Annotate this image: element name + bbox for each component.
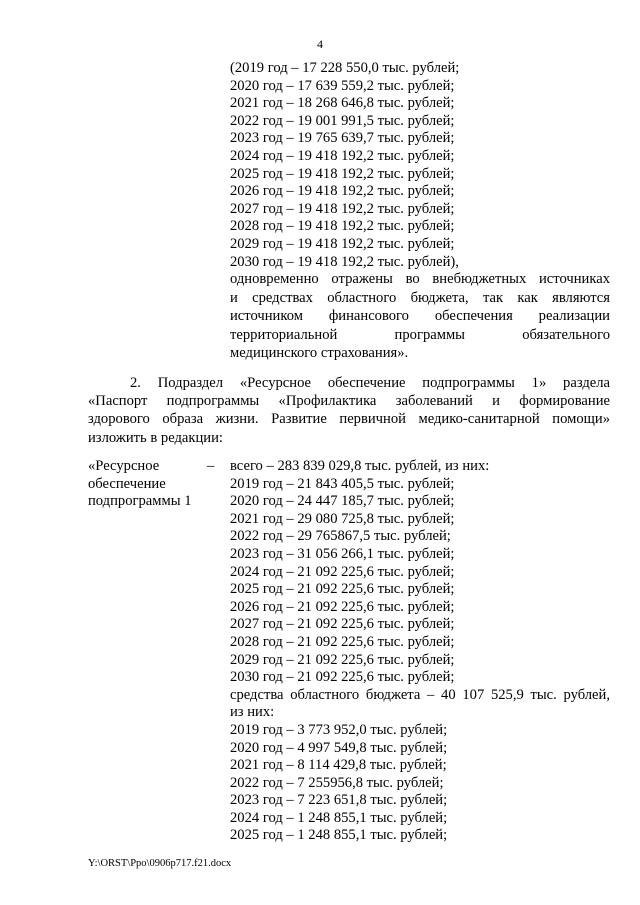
- list-item: 2026 год – 19 418 192,2 тыс. рублей;: [230, 183, 455, 200]
- note-line: медицинского страхования».: [230, 345, 409, 361]
- list-item: 2025 год – 1 248 855,1 тыс. рублей;: [230, 827, 448, 844]
- list-item: 2023 год – 19 765 639,7 тыс. рублей;: [230, 130, 455, 147]
- list-item: 2023 год – 7 223 651,8 тыс. рублей;: [230, 792, 448, 809]
- list-item: 2020 год – 4 997 549,8 тыс. рублей;: [230, 739, 448, 756]
- total-line: всего – 283 839 029,8 тыс. рублей, из них:: [230, 458, 490, 474]
- list-item: 2025 год – 19 418 192,2 тыс. рублей;: [230, 165, 455, 182]
- paragraph-line: 2. Подраздел «Ресурсное обеспечение подпрограммы 1» раздела: [130, 375, 610, 391]
- list-item: 2019 год – 21 843 405,5 тыс. рублей;: [230, 475, 455, 492]
- list-item: 2024 год – 21 092 225,6 тыс. рублей;: [230, 563, 455, 580]
- list-item: 2021 год – 18 268 646,8 тыс. рублей;: [230, 95, 455, 112]
- list-item: 2030 год – 21 092 225,6 тыс. рублей;: [230, 669, 455, 686]
- list-item: 2023 год – 31 056 266,1 тыс. рублей;: [230, 545, 455, 562]
- list-item: 2022 год – 29 765867,5 тыс. рублей;: [230, 528, 451, 545]
- list-item: 2020 год – 24 447 185,7 тыс. рублей;: [230, 493, 455, 510]
- page-number: 4: [317, 37, 323, 51]
- funding-note: [230, 270, 610, 363]
- list-item: 2026 год – 21 092 225,6 тыс. рублей;: [230, 598, 455, 615]
- paragraph-line: «Паспорт подпрограммы «Профилактика заболеваний и формирование: [88, 393, 610, 410]
- list-item: 2030 год – 19 418 192,2 тыс. рублей),: [230, 253, 459, 270]
- paragraph-line: изложить в редакции:: [88, 429, 223, 446]
- file-path-footer: Y:\ORST\Ppo\0906p717.f21.docx: [88, 858, 232, 869]
- label-dash: –: [207, 458, 215, 474]
- list-item: 2021 год – 8 114 429,8 тыс. рублей;: [230, 757, 447, 774]
- list-item: 2024 год – 1 248 855,1 тыс. рублей;: [230, 809, 448, 826]
- note-line: и средствах областного бюджета, так как являются: [230, 289, 610, 306]
- regional-budget-line: из них:: [230, 704, 275, 721]
- list-item: 2025 год – 21 092 225,6 тыс. рублей;: [230, 581, 455, 598]
- funding-list-1: [230, 60, 459, 271]
- note-line: одновременно отражены во внебюджетных источниках: [230, 271, 610, 287]
- list-item: 2021 год – 29 080 725,8 тыс. рублей;: [230, 510, 455, 527]
- list-item: 2024 год – 19 418 192,2 тыс. рублей;: [230, 147, 455, 164]
- paragraph-2: [88, 374, 610, 447]
- resource-label-line: «Ресурсное: [88, 458, 160, 474]
- list-item: 2022 год – 7 255956,8 тыс. рублей;: [230, 774, 444, 791]
- list-item: 2019 год – 3 773 952,0 тыс. рублей;: [230, 721, 448, 738]
- list-item: 2027 год – 19 418 192,2 тыс. рублей;: [230, 200, 455, 217]
- list-item: (2019 год – 17 228 550,0 тыс. рублей;: [230, 60, 460, 76]
- resource-label-line: подпрограммы 1: [88, 493, 192, 510]
- list-item: 2027 год – 21 092 225,6 тыс. рублей;: [230, 616, 455, 633]
- paragraph-line: здорового образа жизни. Развитие первичной медико-санитарной помощи»: [88, 411, 610, 428]
- resource-label: [88, 458, 218, 511]
- list-item: 2028 год – 21 092 225,6 тыс. рублей;: [230, 633, 455, 650]
- list-item: 2020 год – 17 639 559,2 тыс. рублей;: [230, 77, 455, 94]
- list-item: 2029 год – 19 418 192,2 тыс. рублей;: [230, 235, 455, 252]
- note-line: территориальной программы обязательного: [230, 326, 610, 343]
- list-item: 2028 год – 19 418 192,2 тыс. рублей;: [230, 218, 455, 235]
- resource-label-line: обеспечение: [88, 475, 166, 492]
- list-item: 2029 год – 21 092 225,6 тыс. рублей;: [230, 651, 455, 668]
- list-item: 2022 год – 19 001 991,5 тыс. рублей;: [230, 112, 455, 129]
- funding-list-2: [230, 458, 610, 845]
- regional-budget-line: средства областного бюджета – 40 107 525,9 тыс. рублей,: [230, 686, 610, 703]
- note-line: источником финансового обеспечения реализации: [230, 308, 610, 324]
